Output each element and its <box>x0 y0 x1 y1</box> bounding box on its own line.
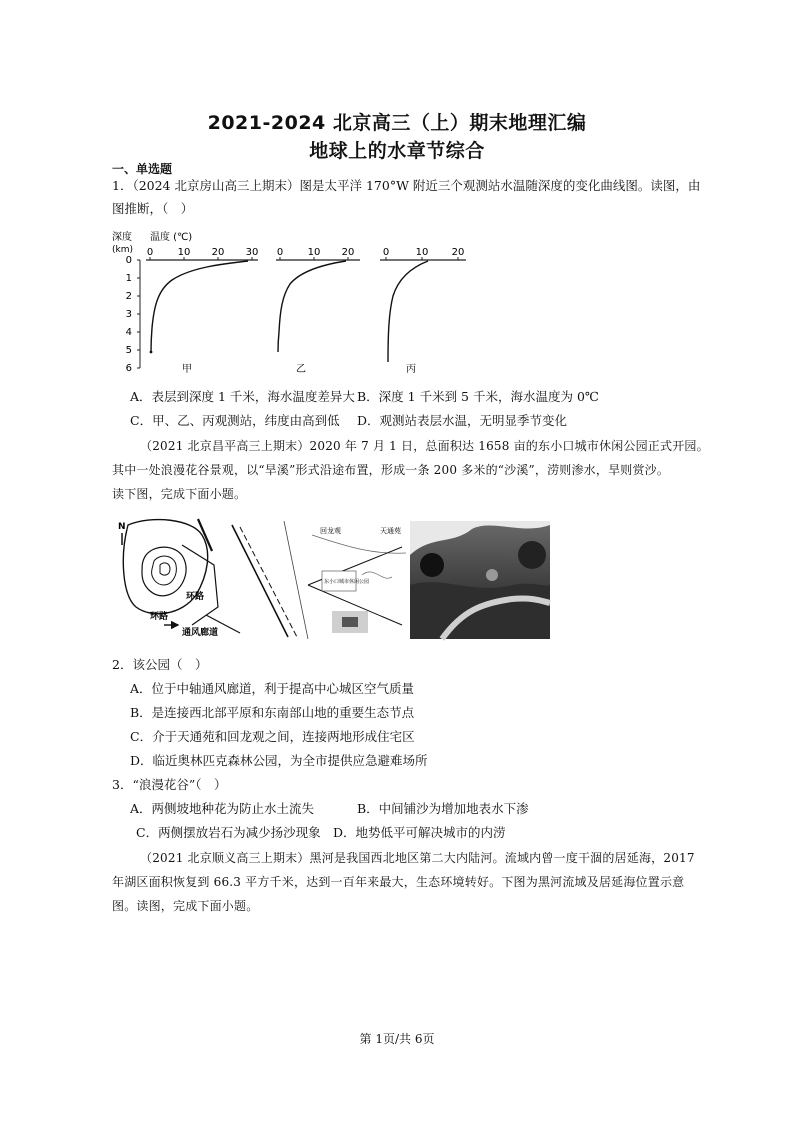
depth-tick: 5 <box>125 345 132 356</box>
ring-road-label-2: 环路 <box>150 612 169 622</box>
q3-option-a: A．两侧坡地种花为防止水土流失 <box>130 801 315 816</box>
depth-tick: 3 <box>125 309 132 320</box>
q1-option-c: C．甲、乙、丙观测站，纬度由高到低 <box>130 413 340 428</box>
depth-axis-label: 深度 <box>112 232 132 243</box>
temperature-depth-figure <box>110 228 480 378</box>
q3-stem: 3．“浪漫花谷”（ ） <box>112 777 227 792</box>
panel-b <box>276 247 360 375</box>
flower-valley-photo <box>410 521 550 639</box>
depth-tick: 0 <box>125 255 132 266</box>
document-title: 2021-2024 北京高三（上）期末地理汇编 <box>207 112 587 134</box>
park-location-figure <box>112 515 552 645</box>
q3-option-d: D．地势低平可解决城市的内涝 <box>333 825 506 840</box>
q2-option-d: D．临近奥林匹克森林公园，为全市提供应急避难场所 <box>130 753 428 768</box>
passage2-line1: （2021 北京顺义高三上期末）黑河是我国西北地区第二大内陆河。流域内曾一度干涸的居延海，2017 <box>140 851 695 865</box>
panel-c <box>380 247 466 375</box>
passage1-line1: （2021 北京昌平高三上期末）2020 年 7 月 1 日，总面积达 1658 亩的东小口城市休闲公园正式开园。 <box>140 439 709 453</box>
road-label-tiantongyuan: 天通苑 <box>380 527 401 535</box>
depth-tick: 6 <box>125 363 132 374</box>
panel-a-tick: 10 <box>177 247 191 258</box>
passage1-line2: 其中一处浪漫花谷景观，以“旱溪”形式沿途布置，形成一条 200 多米的“沙溪”，涝则渗水，旱则赏沙。 <box>112 463 670 477</box>
station-label-c: 丙 <box>406 364 416 375</box>
q2-option-b: B．是连接西北部平原和东南部山地的重要生态节点 <box>130 705 415 720</box>
ring-road-label: 环路 <box>186 592 205 602</box>
document-subtitle: 地球上的水章节综合 <box>309 140 485 162</box>
ventilation-corridor-label: 通风廊道 <box>182 628 219 638</box>
passage1-line3: 读下图，完成下面小题。 <box>112 487 247 501</box>
section-heading: 一、单选题 <box>112 162 173 176</box>
q1-option-a: A．表层到深度 1 千米，海水温度差异大 <box>130 389 355 404</box>
panel-a-tick: 0 <box>146 247 154 258</box>
passage2-line3: 图。读图，完成下面小题。 <box>112 899 259 913</box>
panel-c-tick: 20 <box>451 247 465 258</box>
q1-stem-line1: 1．（2024 北京房山高三上期末）图是太平洋 170°W 附近三个观测站水温随深度的变化曲线图。读图，由 <box>112 178 701 193</box>
q1-stem-line2: 图推断，（ ） <box>112 201 194 216</box>
panel-b-tick: 0 <box>276 247 284 258</box>
page-number: 第 1页/共 6页 <box>359 1032 435 1046</box>
depth-tick: 4 <box>125 327 132 338</box>
park-area-map <box>232 521 406 639</box>
depth-tick: 1 <box>125 273 132 284</box>
q3-option-b: B．中间铺沙为增加地表水下渗 <box>357 801 529 816</box>
station-label-b: 乙 <box>296 364 306 375</box>
panel-b-tick: 10 <box>307 247 321 258</box>
temp-axis-label: 温度 (℃) <box>150 232 193 243</box>
road-label-huilongguan: 回龙观 <box>320 527 341 535</box>
depth-tick: 2 <box>125 291 132 302</box>
panel-c-tick: 10 <box>415 247 429 258</box>
north-arrow-label: N <box>118 522 126 532</box>
city-ring-map <box>118 519 240 638</box>
panel-a <box>146 247 258 375</box>
park-label: 东小口城市休闲公园 <box>324 579 370 585</box>
q3-option-c: C．两侧摆放岩石为减少扬沙现象 <box>136 825 321 840</box>
depth-axis-unit: (km) <box>112 245 134 255</box>
q1-option-b: B．深度 1 千米到 5 千米，海水温度为 0℃ <box>357 389 599 404</box>
q1-option-d: D．观测站表层水温，无明显季节变化 <box>357 413 568 428</box>
q2-option-a: A．位于中轴通风廊道，利于提高中心城区空气质量 <box>130 681 415 696</box>
q2-stem: 2．该公园（ ） <box>112 657 208 672</box>
panel-b-tick: 20 <box>341 247 355 258</box>
passage2-line2: 年湖区面积恢复到 66.3 平方千米，达到一百年来最大，生态环境转好。下图为黑河流域及居延海位置示意 <box>112 875 685 889</box>
q2-option-c: C．介于天通苑和回龙观之间，连接两地形成住宅区 <box>130 729 415 744</box>
panel-a-tick: 20 <box>211 247 225 258</box>
panel-c-tick: 0 <box>382 247 390 258</box>
panel-a-tick: 30 <box>245 247 259 258</box>
station-label-a: 甲 <box>182 364 192 375</box>
